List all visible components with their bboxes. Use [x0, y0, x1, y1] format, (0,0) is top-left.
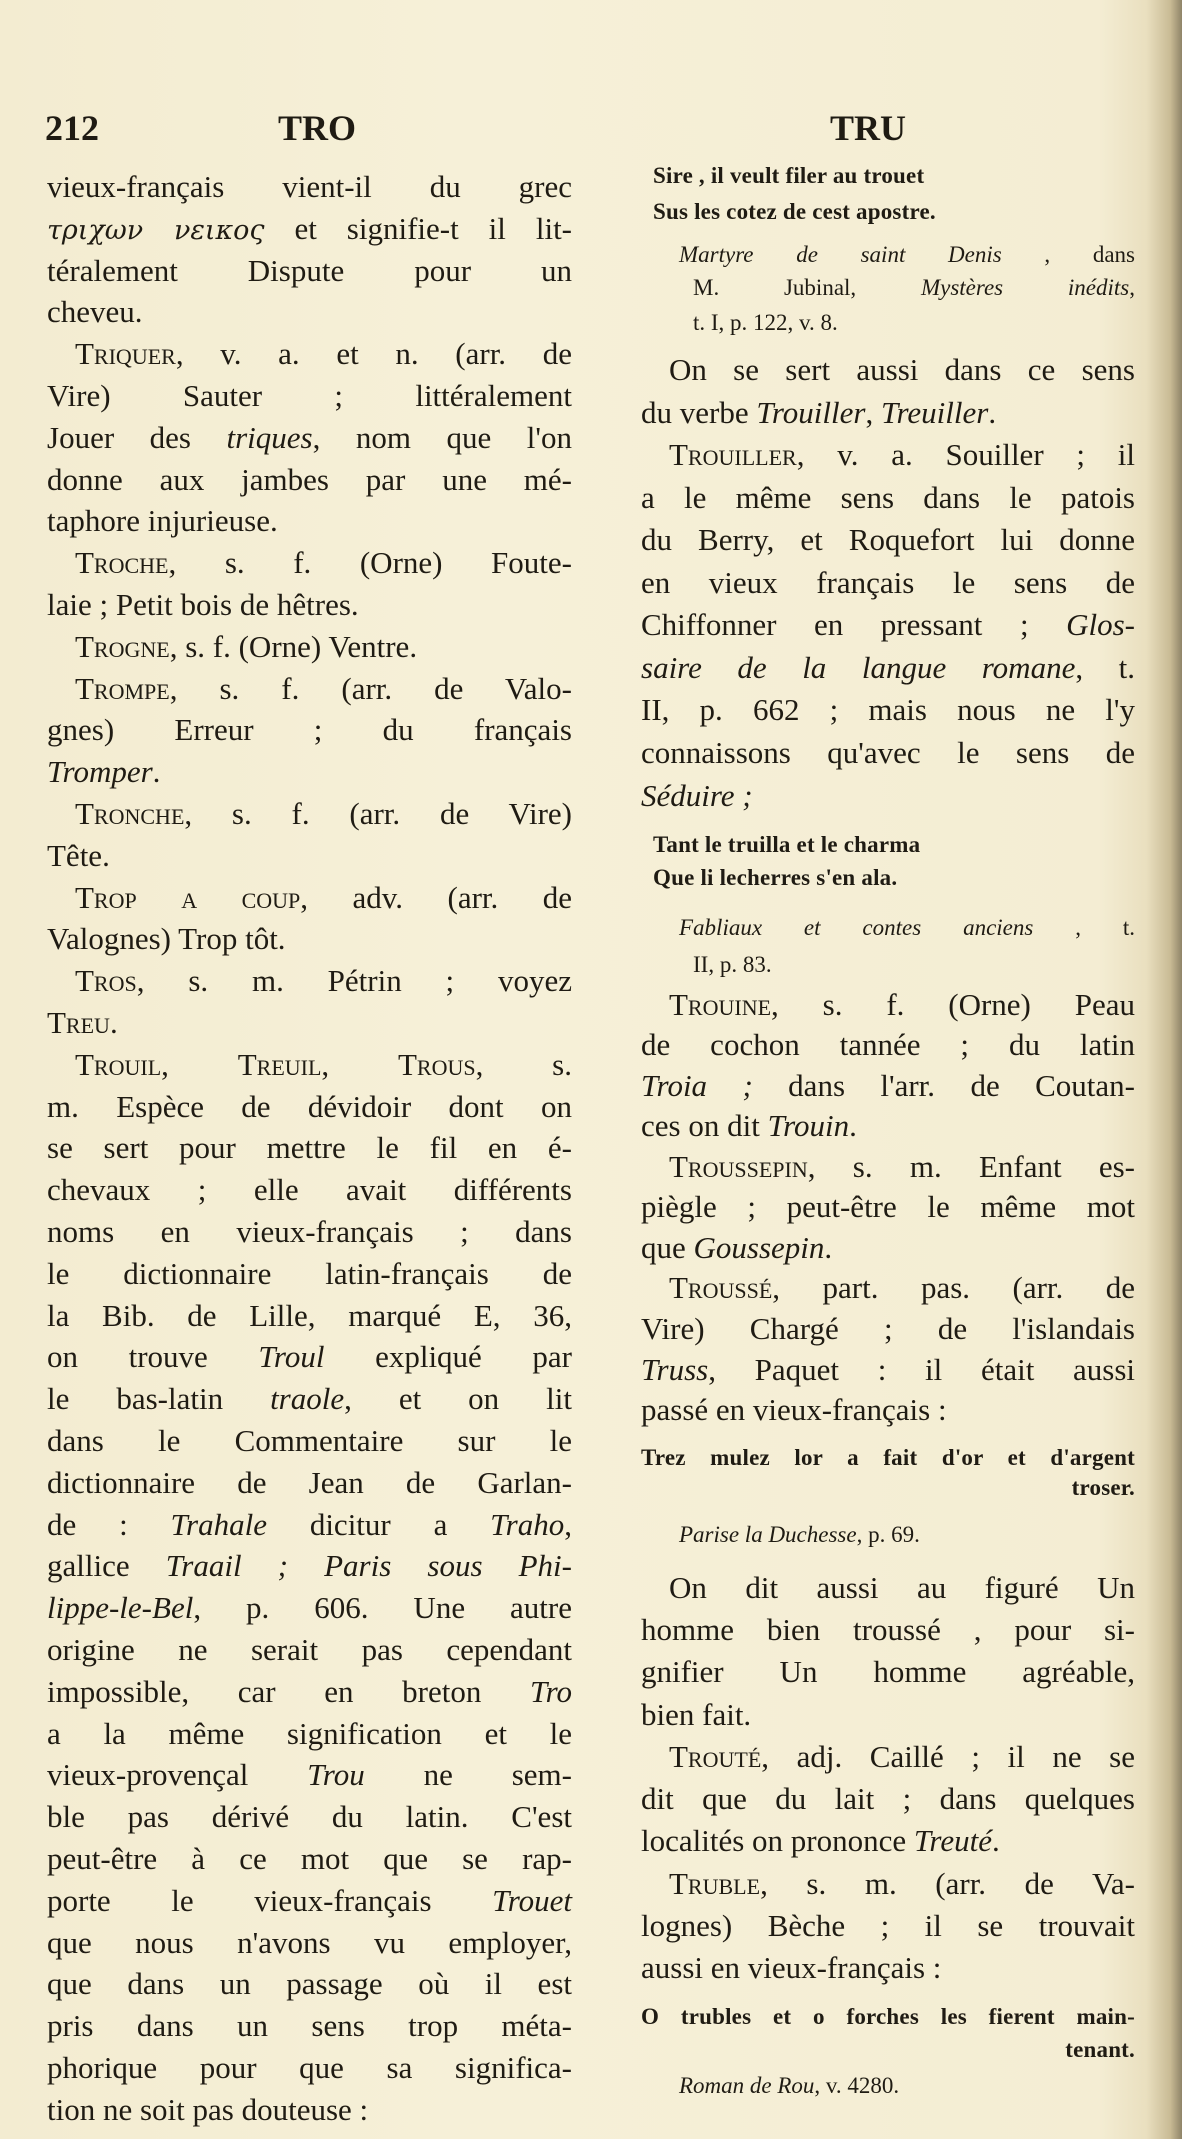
text-line [47, 501, 572, 541]
headword: Truble [669, 1866, 761, 1901]
text-line [641, 1390, 1135, 1430]
italic-text: saire de la langue romane [641, 650, 1076, 685]
text-line [47, 1714, 572, 1754]
text-line [47, 1463, 572, 1503]
text-segment: . [991, 1823, 1000, 1858]
verse-line [641, 1443, 1135, 1473]
text-line [47, 1755, 572, 1795]
italic-text: Traho [490, 1506, 565, 1542]
headword: Trouil [75, 1046, 162, 1082]
text-line [641, 1228, 1135, 1268]
text-segment: on trouve [47, 1339, 259, 1375]
italic-text: Trouin [767, 1108, 850, 1143]
text-segment: . [849, 1108, 857, 1143]
italic-text: Roman de Rou [679, 2073, 815, 2098]
running-head-right: TRU [830, 108, 907, 148]
text-segment: , s. f. (arr. de Valo- [169, 670, 572, 706]
text-segment: noms en vieux-français ; dans [47, 1214, 572, 1249]
italic-text: Treuiller [880, 395, 989, 430]
text-segment: de : [47, 1506, 171, 1542]
italic-text: Trouiller [756, 395, 866, 430]
text-segment: origine ne serait pas cependant [47, 1632, 572, 1667]
text-line [75, 1045, 572, 1085]
citation-line [693, 950, 1135, 980]
text-line [75, 543, 572, 583]
text-line [641, 1106, 1135, 1146]
text-line [641, 1906, 1135, 1946]
text-segment: . [988, 395, 997, 430]
text-line [47, 1296, 572, 1336]
text-segment: la Bib. de Lille, marqué E, 36, [47, 1297, 572, 1333]
text-segment: chevaux ; elle avait différents [47, 1172, 572, 1208]
text-segment: passé en vieux-français : [641, 1392, 947, 1427]
italic-text: Trahale [170, 1506, 267, 1542]
running-head-left: TRO [278, 108, 357, 148]
text-segment: Que li lecherres s'en ala. [653, 865, 898, 890]
text-segment: , t. [1033, 915, 1135, 940]
text-line [47, 167, 572, 207]
text-segment: connaissons qu'avec le sens de [641, 735, 1135, 770]
text-line [641, 1610, 1135, 1650]
text-line [641, 776, 1135, 816]
text-segment: , v. 4280. [814, 2073, 900, 2098]
text-line [641, 1821, 1135, 1861]
headword: Trouté [669, 1739, 762, 1774]
headword: Treu [47, 1005, 110, 1040]
text-line [47, 1588, 572, 1628]
text-line [47, 1254, 572, 1294]
text-line [669, 1568, 1135, 1608]
text-line [641, 1779, 1135, 1819]
text-line [641, 1652, 1135, 1692]
text-line [75, 627, 572, 667]
text-segment: tion ne soit pas douteuse : [47, 2091, 369, 2127]
headword: Trompe [75, 670, 170, 706]
text-segment: a la même signification et le [47, 1715, 572, 1751]
text-line [641, 478, 1135, 518]
text-line [641, 1187, 1135, 1227]
text-segment: troser. [1071, 1475, 1135, 1500]
text-segment: Vire) Chargé ; de l'islandais [641, 1311, 1135, 1346]
text-line [641, 605, 1135, 645]
text-segment: que nous n'avons vu employer, [47, 1924, 572, 1960]
text-segment: téralement Dispute pour un [47, 252, 572, 288]
italic-text: Glos- [1066, 607, 1135, 642]
text-segment: ble pas dérivé du latin. C'est [47, 1799, 572, 1835]
text-segment: . [109, 1005, 118, 1040]
text-segment: bien fait. [641, 1697, 752, 1732]
text-segment: , adv. (arr. de [300, 879, 572, 915]
text-segment: que dans un passage où il est [47, 1966, 572, 2002]
text-segment: Trez mulez lor a fait d'or et d'argent [641, 1445, 1135, 1470]
text-segment: , s. m. Enfant es- [807, 1149, 1135, 1184]
text-segment: du Berry, et Roquefort lui donne [641, 522, 1135, 557]
text-segment: , t. [1075, 650, 1136, 685]
text-line [47, 2006, 572, 2046]
text-segment: taphore injurieuse. [47, 503, 278, 539]
text-segment: vieux-français vient-il du grec [47, 169, 572, 204]
italic-text: Truss [641, 1352, 709, 1387]
greek-text: τριχων νεικος [47, 214, 265, 246]
text-segment: , part. pas. (arr. de [772, 1270, 1135, 1305]
text-line [47, 710, 572, 750]
text-segment: , [161, 1046, 238, 1082]
text-segment: a le même sens dans le patois [641, 480, 1135, 515]
text-segment: tenant. [1065, 2037, 1135, 2062]
text-segment: Tête. [47, 837, 110, 873]
text-segment: cheveu. [47, 294, 143, 330]
text-segment: On se sert aussi dans ce sens [669, 352, 1135, 387]
text-segment: phorique pour que sa significa- [47, 2050, 572, 2085]
text-line [75, 334, 572, 374]
verse-line [641, 1473, 1135, 1503]
headword: Tronche [75, 796, 185, 831]
italic-text: triques [226, 419, 313, 455]
text-line [47, 1212, 572, 1252]
headword: Triquer [75, 336, 176, 372]
text-segment: , [1129, 275, 1135, 300]
text-line [47, 1630, 572, 1670]
text-line [47, 2048, 572, 2088]
italic-text: Troul [258, 1339, 325, 1375]
text-line [641, 1350, 1135, 1390]
text-segment: que [641, 1230, 694, 1265]
text-line [47, 585, 572, 625]
text-line [75, 878, 572, 918]
text-segment: , s. f. (Orne) Ventre. [169, 628, 418, 664]
italic-text: traole [270, 1381, 345, 1417]
text-segment: ne sem- [364, 1757, 572, 1793]
text-segment: expliqué par [324, 1339, 572, 1375]
text-line [669, 1737, 1135, 1777]
text-segment: Tant le truilla et le charma [653, 832, 921, 857]
text-segment: aussi en vieux-français : [641, 1950, 942, 1985]
headword: Tros [75, 963, 137, 999]
text-line [641, 1948, 1135, 1988]
text-segment: II, p. 83. [693, 952, 772, 977]
text-line [47, 292, 572, 332]
verse-line [653, 161, 1135, 191]
text-segment: Sire , il veult filer au trouet [653, 163, 925, 188]
headword: Trouiller [669, 437, 797, 472]
text-segment: dicitur a [267, 1506, 491, 1542]
italic-text: Trou [307, 1757, 365, 1793]
text-line [75, 669, 572, 709]
italic-text: Fabliaux et contes anciens [679, 915, 1034, 940]
text-segment: Jouer des [47, 419, 227, 455]
text-line [47, 1087, 572, 1127]
italic-text: Tro [530, 1673, 572, 1709]
text-line [47, 1797, 572, 1837]
text-segment: , [564, 1506, 573, 1542]
text-segment: , [321, 1046, 398, 1082]
text-segment: , Paquet : il était aussi [708, 1352, 1135, 1387]
text-line [47, 209, 572, 249]
text-segment: Vire) Sauter ; littéralement [47, 378, 572, 413]
text-segment: homme bien troussé , pour si- [641, 1612, 1135, 1647]
text-segment: Valognes) Trop tôt. [47, 921, 286, 957]
text-segment: On dit aussi au figuré Un [669, 1570, 1135, 1605]
citation-line [693, 308, 1135, 338]
text-line [47, 1421, 572, 1461]
text-line [47, 251, 572, 291]
text-segment: , p. 69. [856, 1522, 920, 1547]
text-segment: . [824, 1230, 833, 1265]
text-line [47, 1672, 572, 1712]
text-segment: dans le Commentaire sur le [47, 1423, 572, 1458]
text-segment: laie ; Petit bois de hêtres. [47, 587, 359, 622]
text-segment: II, p. 662 ; mais nous ne l'y [641, 692, 1135, 727]
text-segment: , s. f. (arr. de Vire) [184, 796, 572, 831]
italic-text: Séduire ; [641, 778, 753, 813]
headword: Trouine [669, 987, 772, 1022]
text-segment: t. I, p. 122, v. 8. [693, 310, 838, 335]
text-segment: peut-être à ce mot que se rap- [47, 1841, 572, 1876]
text-line [75, 961, 572, 1001]
text-segment: m. Espèce de dévidoir dont on [47, 1088, 572, 1124]
text-segment: , p. 606. Une autre [193, 1590, 572, 1626]
text-segment: . [152, 754, 161, 790]
citation-line [693, 273, 1135, 303]
citation-line [679, 1520, 1135, 1550]
verse-line [653, 830, 1135, 860]
italic-text: Troia ; [641, 1068, 753, 1103]
text-line [75, 794, 572, 834]
text-segment: , adj. Caillé ; il ne se [761, 1739, 1135, 1774]
headword: Troussé [669, 1270, 773, 1305]
citation-line [679, 913, 1135, 943]
text-segment: gnifier Un homme agréable, [641, 1654, 1135, 1689]
italic-text: Treuté [913, 1823, 992, 1858]
text-segment: , dans [1001, 242, 1135, 267]
text-segment: pris dans un sens trop méta- [47, 2008, 572, 2044]
verse-line [653, 863, 1135, 893]
text-line [47, 1881, 572, 1921]
headword: Trous [397, 1046, 476, 1082]
text-line [47, 1505, 572, 1545]
text-segment: piègle ; peut-être le même mot [641, 1189, 1135, 1224]
text-segment: gallice [47, 1548, 166, 1584]
text-line [47, 752, 572, 792]
text-line [47, 1003, 572, 1043]
text-line [669, 1147, 1135, 1187]
italic-text: Trouet [492, 1882, 572, 1918]
text-line [669, 1268, 1135, 1308]
text-line [641, 1309, 1135, 1349]
text-line [47, 1337, 572, 1377]
text-line [641, 1695, 1135, 1735]
text-segment: , nom que l'on [312, 419, 572, 455]
text-segment: , s. [475, 1046, 572, 1082]
text-segment: ces on dit [641, 1108, 768, 1143]
text-segment: et signifie-t il lit- [264, 210, 573, 246]
text-segment: , [865, 395, 881, 430]
italic-text: Traail ; Paris sous Phi- [165, 1548, 572, 1584]
text-line [641, 690, 1135, 730]
text-line [47, 460, 572, 500]
headword: Treuil [237, 1046, 322, 1082]
text-segment: du verbe [641, 395, 757, 430]
text-segment: impossible, car en breton [47, 1673, 531, 1709]
italic-text: lippe-le-Bel [47, 1590, 194, 1626]
text-segment: se sert pour mettre le fil en é- [47, 1130, 572, 1166]
text-segment: , s. m. Pétrin ; voyez [136, 963, 572, 999]
text-line [47, 1546, 572, 1586]
text-line [641, 1066, 1135, 1106]
text-segment: vieux-provençal [47, 1757, 308, 1793]
text-line [641, 733, 1135, 773]
text-segment: localités on prononce [641, 1823, 914, 1858]
text-line [47, 919, 572, 959]
text-segment: gnes) Erreur ; du français [47, 712, 572, 748]
text-line [47, 1923, 572, 1963]
text-line [669, 985, 1135, 1025]
text-segment: O trubles et o forches les fierent main- [641, 2004, 1135, 2029]
page-number: 212 [45, 108, 99, 148]
headword: Trogne [75, 628, 170, 664]
citation-line [679, 240, 1135, 270]
verse-line [653, 197, 1135, 227]
text-segment: dictionnaire de Jean de Garlan- [47, 1464, 572, 1500]
text-segment: , s. f. (Orne) Foute- [168, 545, 572, 581]
headword: Troussepin [669, 1149, 808, 1184]
text-line [641, 1025, 1135, 1065]
citation-line [679, 2071, 1135, 2101]
text-segment: de cochon tannée ; du latin [641, 1027, 1135, 1062]
text-line [47, 836, 572, 876]
text-line [47, 2090, 572, 2130]
text-segment: M. Jubinal, [693, 275, 921, 300]
text-line [47, 376, 572, 416]
text-segment: dans l'arr. de Coutan- [752, 1068, 1135, 1103]
text-line [669, 1864, 1135, 1904]
text-line [47, 1379, 572, 1419]
text-line [47, 1839, 572, 1879]
text-segment: lognes) Bèche ; il se trouvait [641, 1908, 1135, 1943]
text-segment: , s. m. (arr. de Va- [760, 1866, 1135, 1901]
text-line [641, 648, 1135, 688]
text-line [641, 563, 1135, 603]
verse-line [641, 2035, 1135, 2065]
italic-text: Goussepin [693, 1230, 825, 1265]
verse-line [641, 2002, 1135, 2032]
text-line [669, 350, 1135, 390]
italic-text: Martyre de saint Denis [679, 242, 1002, 267]
italic-text: Mystères inédits [920, 275, 1130, 300]
text-segment: , v. a. et n. (arr. de [175, 336, 572, 372]
text-segment: en vieux français le sens de [641, 565, 1135, 600]
text-line [47, 418, 572, 458]
text-segment: Chiffonner en pressant ; [641, 607, 1067, 642]
text-segment: , et on lit [344, 1381, 572, 1417]
headword: Trop a coup [75, 879, 301, 915]
text-segment: dit que du lait ; dans quelques [641, 1781, 1135, 1816]
text-line [47, 1170, 572, 1210]
text-line [641, 393, 1135, 433]
text-segment: , s. f. (Orne) Peau [771, 987, 1135, 1022]
text-segment: Sus les cotez de cest apostre. [653, 199, 936, 224]
text-segment: porte le vieux-français [47, 1882, 493, 1918]
text-segment: , v. a. Souiller ; il [796, 437, 1135, 472]
text-line [669, 435, 1135, 475]
text-segment: le dictionnaire latin-français de [47, 1255, 572, 1291]
italic-text: Parise la Duchesse [679, 1522, 857, 1547]
text-segment: donne aux jambes par une mé- [47, 461, 572, 497]
text-line [47, 1964, 572, 2004]
text-line [47, 1128, 572, 1168]
text-line [641, 520, 1135, 560]
italic-text: Tromper [47, 754, 153, 790]
text-segment: le bas-latin [47, 1381, 271, 1417]
headword: Troche [75, 545, 169, 581]
